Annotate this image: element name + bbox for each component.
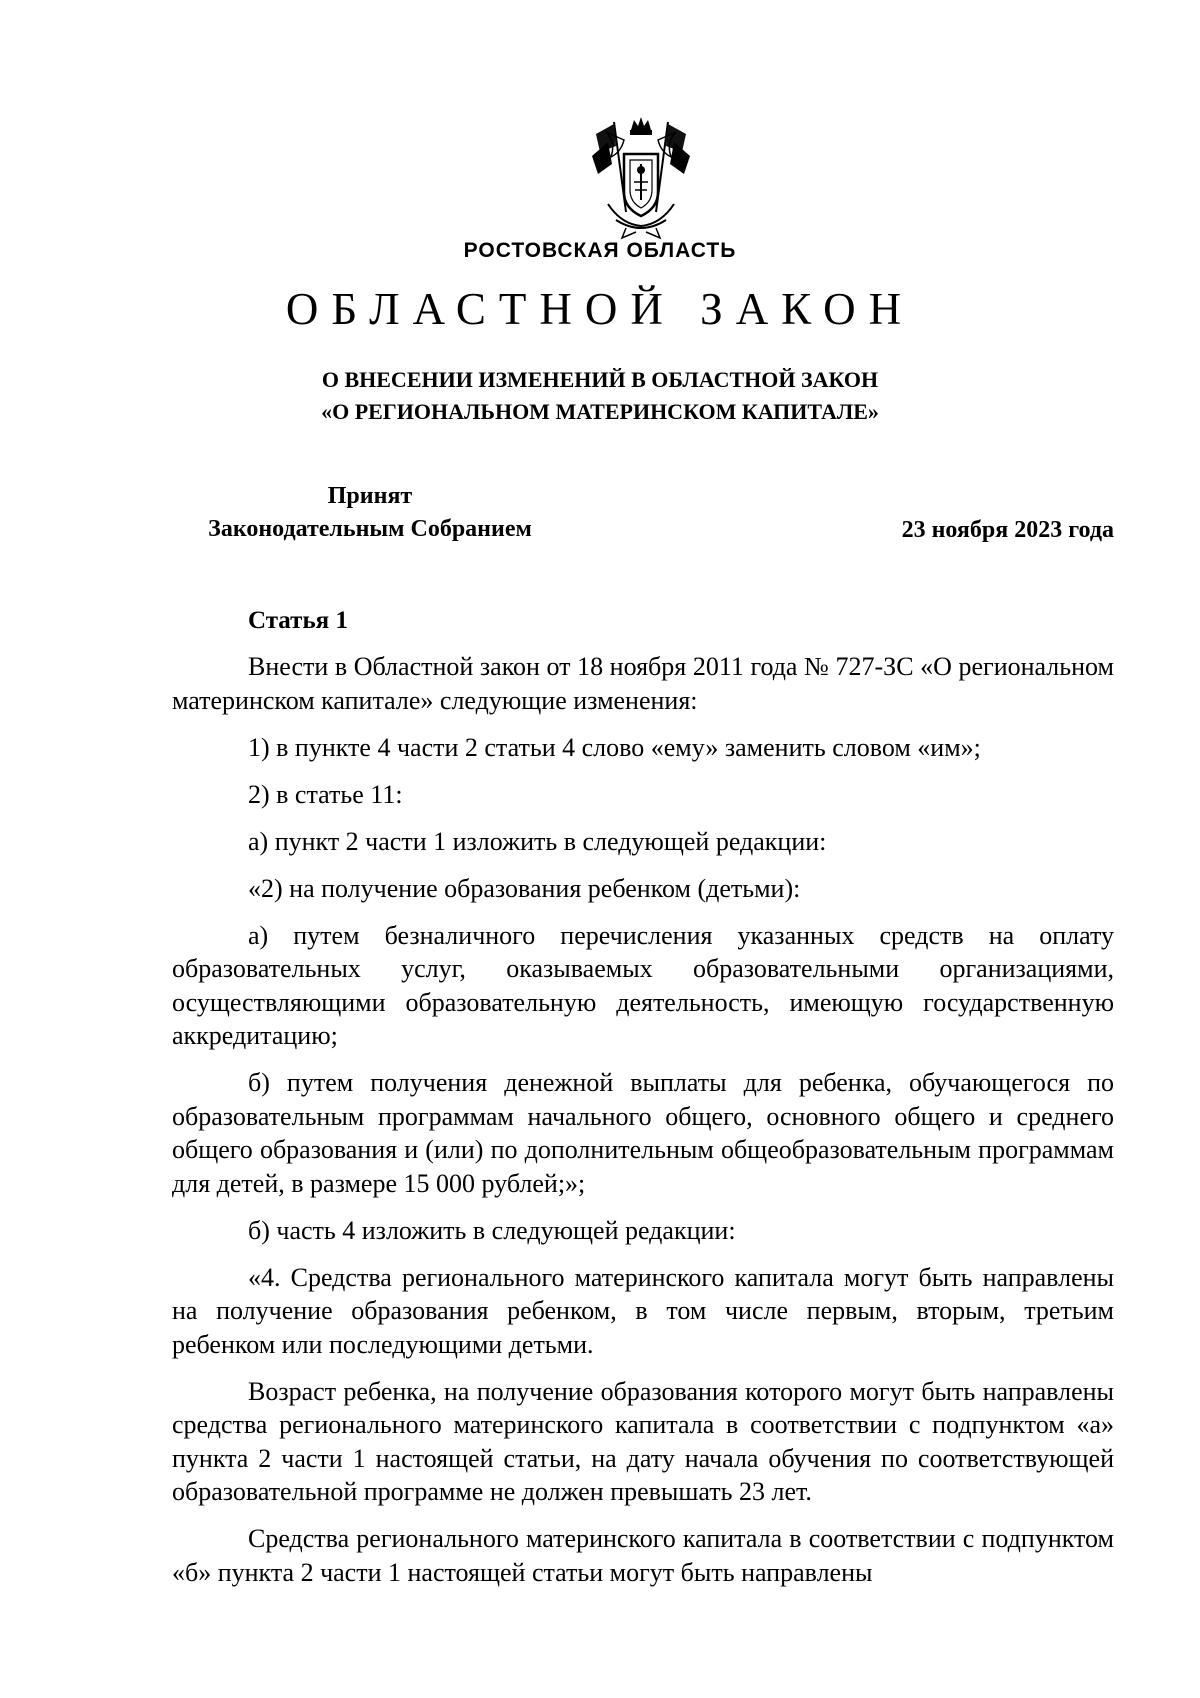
region-name: РОСТОВСКАЯ ОБЛАСТЬ — [463, 239, 737, 262]
paragraph: б) часть 4 изложить в следующей редакции: — [248, 1215, 736, 1245]
paragraph: Возраст ребенка, на получение образования которого могут быть направлены средства регионального материнского капитала в соответствии с подпунктом «а» пункта 2 части 1 настоящей статьи, на дату начала обучения по соответствующей образовательной программе не должен превышать 23 лет. — [172, 1376, 1114, 1506]
paragraph: «2) на получение образования ребенком (детьми): — [248, 873, 801, 903]
paragraph: Средства регионального материнского капитала в соответствии с подпунктом «б» пункта 2 части 1 настоящей статьи могут быть направлены — [172, 1524, 1114, 1587]
coat-of-arms-icon — [586, 112, 696, 242]
article-body — [172, 650, 1114, 1603]
paragraph: а) пункт 2 части 1 изложить в следующей редакции: — [248, 826, 827, 856]
paragraph: 1) в пункте 4 части 2 статьи 4 слово «ему» заменить словом «им»; — [248, 732, 981, 762]
paragraph: «4. Средства регионального материнского капитала могут быть направлены на получение образования ребенком, в том числе первым, вторым, третьим ребенком или последующими детьми. — [172, 1262, 1114, 1359]
paragraph: б) путем получения денежной выплаты для ребенка, обучающегося по образовательным программам начального общего, основного общего и среднего общего образования и (или) по дополнительным общеобразовательным программам для детей, в размере 15 000 рублей;»; — [172, 1068, 1114, 1198]
adoption-date: 23 ноября 2023 года — [901, 517, 1114, 543]
article-heading: Статья 1 — [248, 607, 348, 634]
paragraph: Внести в Областной закон от 18 ноября 2011 года № 727-ЗС «О региональном материнском капитале» следующие изменения: — [172, 652, 1114, 715]
law-type: ОБЛАСТНОЙ ЗАКОН — [285, 284, 915, 334]
law-title-line: «О РЕГИОНАЛЬНОМ МАТЕРИНСКОМ КАПИТАЛЕ» — [321, 399, 879, 424]
paragraph: а) путем безналичного перечисления указанных средств на оплату образовательных услуг, оказываемых образовательными организациями, осуществляющими образовательную деятельность, имеющую государственную аккредитацию; — [172, 920, 1114, 1050]
adopted-body: Законодательным Собранием — [208, 516, 532, 542]
law-title-line: О ВНЕСЕНИИ ИЗМЕНЕНИЙ В ОБЛАСТНОЙ ЗАКОН — [321, 367, 879, 392]
paragraph: 2) в статье 11: — [248, 779, 403, 809]
adopted-by — [160, 480, 580, 546]
adopted-label: Принят — [327, 483, 413, 509]
law-title — [0, 364, 1200, 428]
